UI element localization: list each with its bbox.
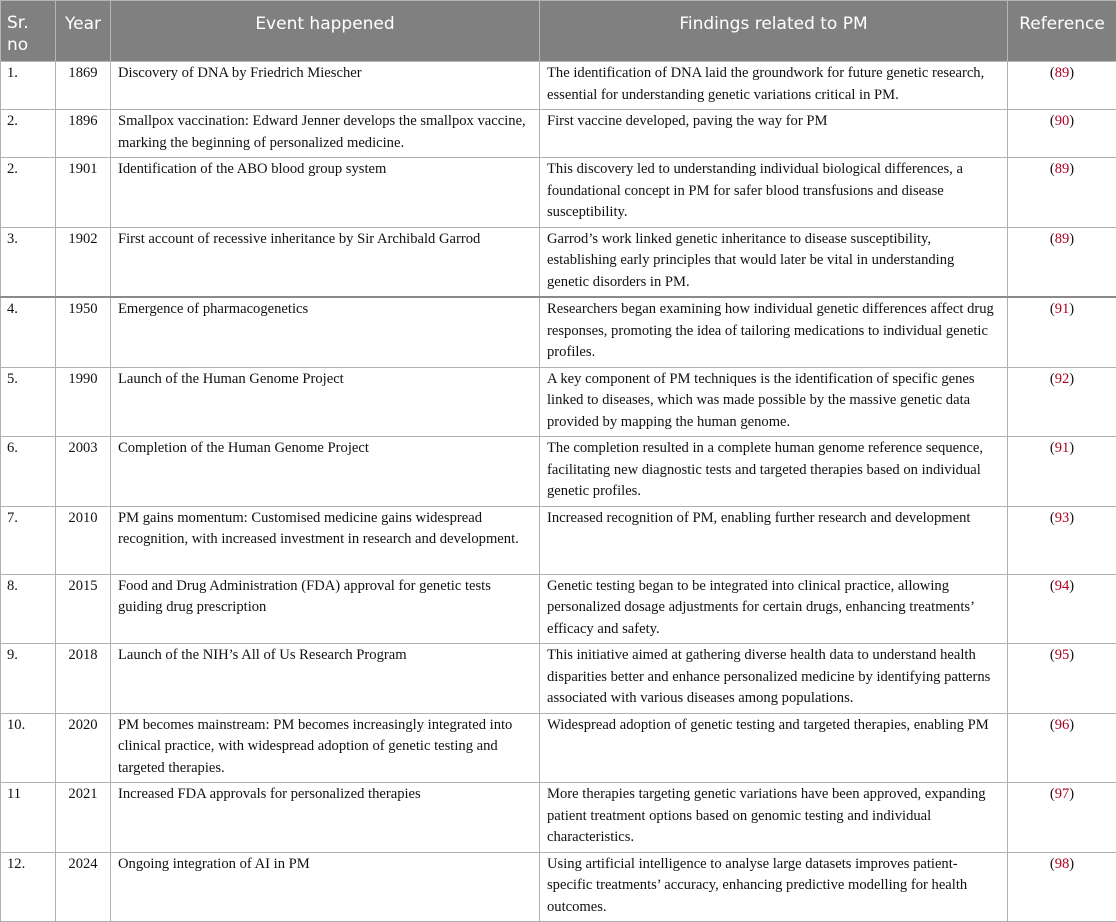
serial-number-cell: 2. [1, 110, 56, 158]
serial-number-cell: 11 [1, 783, 56, 853]
reference-link[interactable]: 97 [1055, 786, 1070, 802]
event-cell: Increased FDA approvals for personalized therapies [111, 783, 540, 853]
reference-link[interactable]: 89 [1055, 231, 1070, 247]
serial-number-cell: 10. [1, 713, 56, 783]
findings-cell: Widespread adoption of genetic testing and targeted therapies, enabling PM [540, 713, 1008, 783]
reference-cell: (94) [1008, 574, 1116, 644]
reference-link[interactable]: 93 [1055, 510, 1070, 526]
event-cell: PM gains momentum: Customised medicine gains widespread recognition, with increased investment in research and development. [111, 506, 540, 574]
table-row [1, 506, 1116, 574]
findings-cell: First vaccine developed, paving the way for PM [540, 110, 1008, 158]
header-serial-number [1, 1, 56, 62]
header-serial-line1: Sr. [7, 13, 29, 33]
event-cell: Identification of the ABO blood group system [111, 158, 540, 228]
findings-cell: Garrod’s work linked genetic inheritance to disease susceptibility, establishing early principles that would later be vital in understanding genetic disorders in PM. [540, 227, 1008, 297]
reference-cell: (98) [1008, 852, 1116, 922]
year-cell: 2024 [56, 852, 111, 922]
serial-number-cell: 7. [1, 506, 56, 574]
header-event: Event happened [111, 1, 540, 62]
year-cell: 1901 [56, 158, 111, 228]
year-cell: 1990 [56, 367, 111, 437]
table-row [1, 713, 1116, 783]
event-cell: Food and Drug Administration (FDA) approval for genetic tests guiding drug prescription [111, 574, 540, 644]
reference-cell: (89) [1008, 158, 1116, 228]
reference-link[interactable]: 90 [1055, 113, 1070, 129]
serial-number-cell: 1. [1, 62, 56, 110]
event-cell: Discovery of DNA by Friedrich Miescher [111, 62, 540, 110]
table-row [1, 62, 1116, 110]
table-row [1, 644, 1116, 714]
year-cell: 1902 [56, 227, 111, 297]
reference-cell: (90) [1008, 110, 1116, 158]
reference-cell: (97) [1008, 783, 1116, 853]
header-year: Year [56, 1, 111, 62]
serial-number-cell: 4. [1, 297, 56, 367]
year-cell: 2020 [56, 713, 111, 783]
findings-cell: Increased recognition of PM, enabling further research and development [540, 506, 1008, 574]
table-row [1, 783, 1116, 853]
reference-link[interactable]: 95 [1055, 647, 1070, 663]
reference-link[interactable]: 91 [1055, 440, 1070, 456]
reference-link[interactable]: 96 [1055, 717, 1070, 733]
table-row [1, 297, 1116, 367]
event-cell: Ongoing integration of AI in PM [111, 852, 540, 922]
table-row [1, 574, 1116, 644]
findings-cell: Genetic testing began to be integrated into clinical practice, allowing personalized dosage adjustments for certain drugs, enhancing treatments’ efficacy and safety. [540, 574, 1008, 644]
table-row [1, 158, 1116, 228]
reference-link[interactable]: 91 [1055, 301, 1070, 317]
event-cell: PM becomes mainstream: PM becomes increasingly integrated into clinical practice, with widespread adoption of genetic testing and targeted therapies. [111, 713, 540, 783]
table-header [1, 1, 1116, 62]
year-cell: 1869 [56, 62, 111, 110]
year-cell: 2003 [56, 437, 111, 507]
serial-number-cell: 8. [1, 574, 56, 644]
table-row [1, 110, 1116, 158]
header-row [1, 1, 1116, 62]
findings-cell: Researchers began examining how individual genetic differences affect drug responses, promoting the idea of tailoring medications to individual genetic profiles. [540, 297, 1008, 367]
serial-number-cell: 3. [1, 227, 56, 297]
header-serial-line2: no [7, 35, 28, 55]
event-cell: Smallpox vaccination: Edward Jenner develops the smallpox vaccine, marking the beginning of personalized medicine. [111, 110, 540, 158]
reference-cell: (95) [1008, 644, 1116, 714]
reference-cell: (89) [1008, 227, 1116, 297]
serial-number-cell: 12. [1, 852, 56, 922]
table-row [1, 227, 1116, 297]
table-row [1, 367, 1116, 437]
event-cell: Completion of the Human Genome Project [111, 437, 540, 507]
findings-cell: This discovery led to understanding individual biological differences, a foundational concept in PM for safer blood transfusions and disease susceptibility. [540, 158, 1008, 228]
year-cell: 2015 [56, 574, 111, 644]
event-cell: Launch of the Human Genome Project [111, 367, 540, 437]
reference-link[interactable]: 94 [1055, 578, 1070, 594]
reference-cell: (91) [1008, 437, 1116, 507]
year-cell: 1950 [56, 297, 111, 367]
header-reference: Reference [1008, 1, 1116, 62]
header-findings: Findings related to PM [540, 1, 1008, 62]
reference-cell: (93) [1008, 506, 1116, 574]
findings-cell: A key component of PM techniques is the identification of specific genes linked to diseases, which was made possible by the massive genetic data provided by mapping the human genome. [540, 367, 1008, 437]
reference-link[interactable]: 98 [1055, 856, 1070, 872]
event-cell: First account of recessive inheritance by Sir Archibald Garrod [111, 227, 540, 297]
serial-number-cell: 5. [1, 367, 56, 437]
serial-number-cell: 6. [1, 437, 56, 507]
reference-link[interactable]: 92 [1055, 371, 1070, 387]
findings-cell: This initiative aimed at gathering diverse health data to understand health disparities better and enhance personalized medicine by identifying patterns associated with various diseases among populations. [540, 644, 1008, 714]
findings-cell: The identification of DNA laid the groundwork for future genetic research, essential for understanding genetic variations critical in PM. [540, 62, 1008, 110]
event-cell: Launch of the NIH’s All of Us Research Program [111, 644, 540, 714]
reference-cell: (92) [1008, 367, 1116, 437]
findings-cell: Using artificial intelligence to analyse large datasets improves patient-specific treatments’ accuracy, enhancing predictive modelling for health outcomes. [540, 852, 1008, 922]
year-cell: 2021 [56, 783, 111, 853]
findings-cell: The completion resulted in a complete human genome reference sequence, facilitating new diagnostic tests and targeted therapies based on individual genetic profiles. [540, 437, 1008, 507]
findings-cell: More therapies targeting genetic variations have been approved, expanding patient treatment options based on genomic testing and individual characteristics. [540, 783, 1008, 853]
reference-link[interactable]: 89 [1055, 65, 1070, 81]
table-row [1, 437, 1116, 507]
reference-cell: (89) [1008, 62, 1116, 110]
year-cell: 2010 [56, 506, 111, 574]
year-cell: 1896 [56, 110, 111, 158]
serial-number-cell: 9. [1, 644, 56, 714]
reference-cell: (96) [1008, 713, 1116, 783]
reference-cell: (91) [1008, 297, 1116, 367]
table-body [1, 62, 1116, 922]
reference-link[interactable]: 89 [1055, 161, 1070, 177]
table-row [1, 852, 1116, 922]
serial-number-cell: 2. [1, 158, 56, 228]
year-cell: 2018 [56, 644, 111, 714]
event-cell: Emergence of pharmacogenetics [111, 297, 540, 367]
